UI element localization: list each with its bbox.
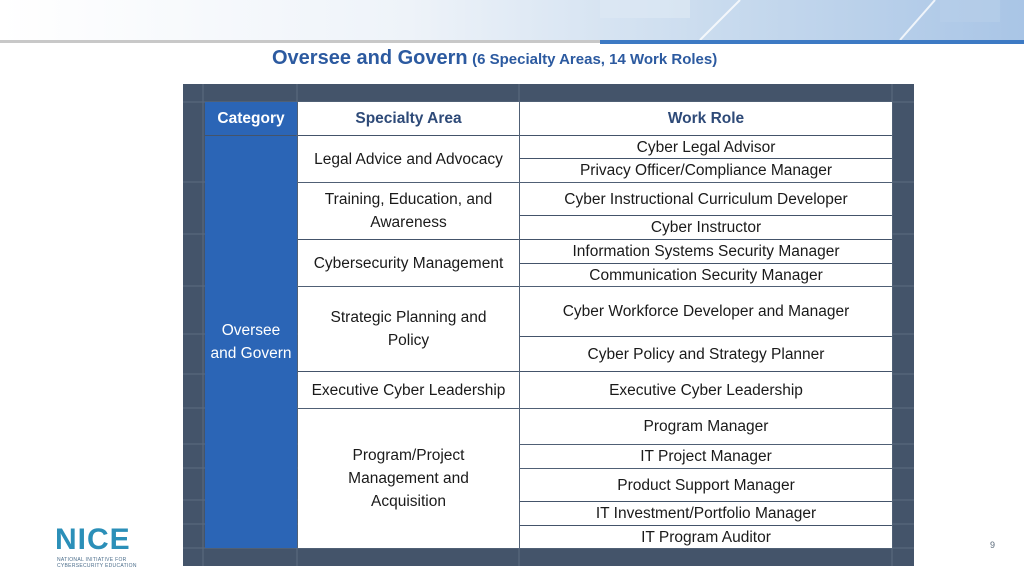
work-role-cell: Product Support Manager xyxy=(520,469,892,501)
logo-subtitle: NATIONAL INITIATIVE FOR CYBERSECURITY EDUCATION xyxy=(57,557,137,569)
logo-name: NICE xyxy=(55,523,131,556)
work-role-cell: Cyber Legal Advisor xyxy=(520,136,892,158)
header-specialty-area: Specialty Area xyxy=(298,102,519,135)
work-role-cell: Program Manager xyxy=(520,409,892,444)
specialty-area-cell: Cybersecurity Management xyxy=(298,240,519,286)
specialty-area-cell: Executive Cyber Leadership xyxy=(298,372,519,408)
header-work-role: Work Role xyxy=(520,102,892,135)
work-role-cell: Executive Cyber Leadership xyxy=(520,372,892,408)
specialty-area-cell: Training, Education, and Awareness xyxy=(298,183,519,239)
category-line-2: and Govern xyxy=(210,345,292,362)
work-role-cell: Cyber Instructor xyxy=(520,216,892,239)
nice-logo xyxy=(55,525,135,570)
work-role-cell: IT Project Manager xyxy=(520,445,892,468)
work-role-cell: Cyber Instructional Curriculum Developer xyxy=(520,183,892,215)
header-category: Category xyxy=(205,102,297,135)
work-role-cell: Communication Security Manager xyxy=(520,264,892,286)
work-role-cell: Information Systems Security Manager xyxy=(520,240,892,263)
category-cell xyxy=(205,136,297,548)
title-main: Oversee and Govern xyxy=(272,47,468,69)
title-sub: (6 Specialty Areas, 14 Work Roles) xyxy=(472,51,718,68)
specialty-area-cell: Legal Advice and Advocacy xyxy=(298,136,519,182)
specialty-area-cell: Strategic Planning and Policy xyxy=(298,287,519,371)
header-decoration xyxy=(0,0,1024,40)
work-role-cell: Cyber Workforce Developer and Manager xyxy=(520,287,892,336)
work-role-cell: IT Investment/Portfolio Manager xyxy=(520,502,892,525)
work-role-cell: Cyber Policy and Strategy Planner xyxy=(520,337,892,371)
work-roles-table xyxy=(183,84,914,566)
page-title xyxy=(272,44,717,72)
specialty-area-cell: Program/Project Management and Acquisition xyxy=(298,409,519,548)
header-band xyxy=(0,0,1024,40)
work-role-cell: IT Program Auditor xyxy=(520,526,892,548)
work-role-cell: Privacy Officer/Compliance Manager xyxy=(520,159,892,182)
page-number: 9 xyxy=(990,540,996,550)
category-line-1: Oversee xyxy=(221,322,281,339)
